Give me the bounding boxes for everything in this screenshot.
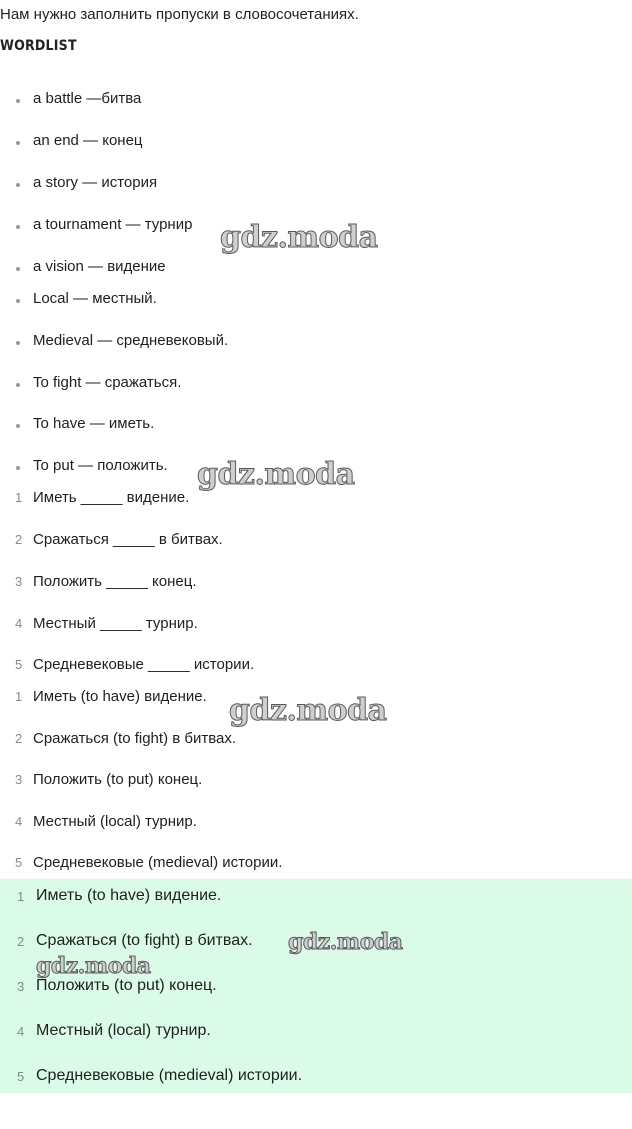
wordlist-entry: a battle —битва (33, 90, 142, 107)
item-number: 1 (15, 689, 23, 704)
watermark: gdz.moda (288, 929, 403, 955)
item-number: 5 (15, 855, 23, 870)
final-answer-text: Иметь (to have) видение. (36, 887, 222, 904)
wordlist-entry: a tournament — турнир (33, 216, 193, 233)
wordlist-entry: a vision — видение (33, 258, 166, 275)
item-number: 2 (17, 934, 25, 949)
wordlist-entry: To have — иметь. (33, 415, 155, 432)
wordlist-entry: To put — положить. (33, 457, 168, 474)
final-answer-text: Сражаться (to fight) в битвах. (36, 932, 253, 949)
answer-text: Местный (local) турнир. (33, 813, 197, 830)
item-number: 5 (17, 1069, 25, 1084)
exercise-text: Сражаться _____ в битвах. (33, 531, 223, 548)
answer-text: Иметь (to have) видение. (33, 688, 207, 705)
exercise-text: Иметь _____ видение. (33, 489, 190, 506)
item-number: 2 (15, 532, 23, 547)
item-number: 4 (15, 616, 23, 631)
exercise-text: Местный _____ турнир. (33, 615, 198, 632)
item-number: 1 (15, 490, 23, 505)
item-number: 2 (15, 731, 23, 746)
bullet-icon (16, 466, 20, 470)
wordlist-entry: a story — история (33, 174, 158, 191)
wordlist-entry: Local — местный. (33, 290, 157, 307)
bullet-icon (16, 225, 20, 229)
final-answer-text: Положить (to put) конец. (36, 977, 217, 994)
answer-text: Средневековые (medieval) истории. (33, 854, 283, 871)
wordlist-entry: To fight — сражаться. (33, 374, 182, 391)
intro-text: Нам нужно заполнить пропуски в словосочетаниях. (0, 6, 359, 23)
final-answer-text: Средневековые (medieval) истории. (36, 1067, 303, 1084)
watermark: gdz.moda (229, 693, 387, 728)
bullet-icon (16, 141, 20, 145)
bullet-icon (16, 299, 20, 303)
final-answer-text: Местный (local) турнир. (36, 1022, 211, 1039)
item-number: 5 (15, 657, 23, 672)
wordlist-entry: an end — конец (33, 132, 143, 149)
wordlist-heading: WORDLIST (0, 38, 77, 54)
item-number: 3 (15, 574, 23, 589)
watermark: gdz.moda (36, 953, 151, 979)
item-number: 3 (15, 772, 23, 787)
item-number: 1 (17, 889, 25, 904)
bullet-icon (16, 99, 20, 103)
bullet-icon (16, 383, 20, 387)
answer-text: Сражаться (to fight) в битвах. (33, 730, 237, 747)
answer-text: Положить (to put) конец. (33, 771, 203, 788)
item-number: 3 (17, 979, 25, 994)
watermark: gdz.moda (197, 457, 355, 492)
bullet-icon (16, 341, 20, 345)
exercise-text: Положить _____ конец. (33, 573, 197, 590)
item-number: 4 (15, 814, 23, 829)
exercise-text: Средневековые _____ истории. (33, 656, 255, 673)
bullet-icon (16, 424, 20, 428)
wordlist-entry: Medieval — средневековый. (33, 332, 229, 349)
bullet-icon (16, 267, 20, 271)
item-number: 4 (17, 1024, 25, 1039)
watermark: gdz.moda (220, 220, 378, 255)
bullet-icon (16, 183, 20, 187)
